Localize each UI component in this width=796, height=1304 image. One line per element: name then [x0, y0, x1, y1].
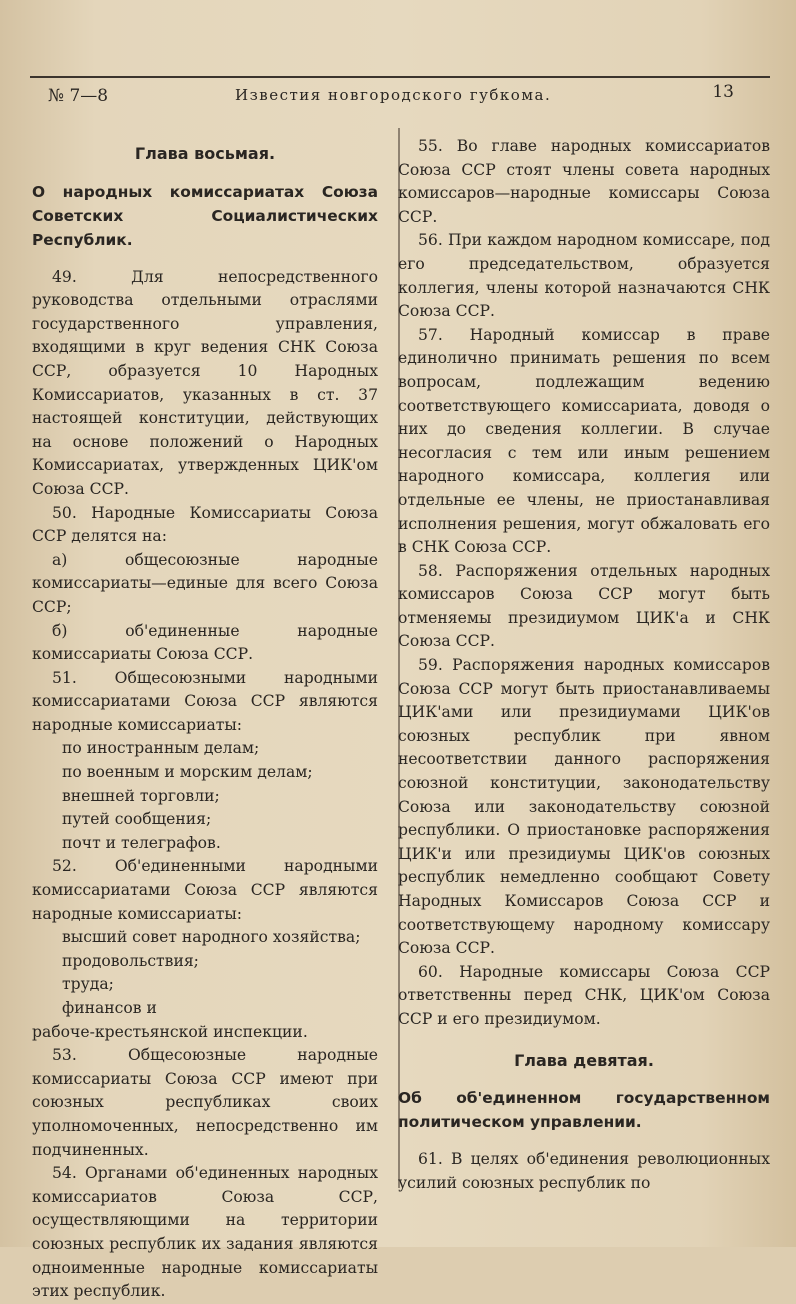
list-item: внешней торговли;: [62, 786, 220, 805]
article-50: 50. Народные Комиссариаты Союза ССР делятся на:: [32, 503, 378, 546]
issue-number: № 7—8: [48, 86, 109, 106]
article-50-b: б) об'единенные народные комиссариаты Союза ССР.: [32, 621, 378, 664]
article-51: 51. Общесоюзными народными комиссариатами Союза ССР являются народные комиссариаты:: [32, 668, 378, 734]
list-item: финансов и: [62, 999, 157, 1017]
chapter-nine-title: Глава девятая.: [514, 1050, 654, 1070]
chapter-eight-subtitle: О народных комиссариатах Союза Советских Социалистических Республик.: [32, 182, 378, 249]
list-item: по военным и морским делам;: [62, 763, 313, 782]
right-column: [398, 135, 770, 1195]
left-column: [32, 135, 378, 1304]
article-52: 52. Об'единенными народными комиссариатами Союза ССР являются народные комиссариаты:: [32, 857, 378, 923]
list-item: продовольствия;: [62, 951, 199, 970]
article-57: 57. Народный комиссар в праве единолично принимать решения по всем вопросам, подлежащим ведению соответствующего комиссариата, доводя о них до сведения коллегии. В случае несогласия с тем или иным решением народного комиссара, коллегия или отдельные ее члены, не приостанавливая исполнения решения, могут обжаловать его в СНК Союза ССР.: [398, 325, 770, 557]
article-53: 53. Общесоюзные народные комиссариаты Союза ССР имеют при союзных республиках своих уполномоченных, непосредственно им подчиненных.: [32, 1046, 378, 1159]
article-60: 60. Народные комиссары Союза ССР ответственны перед СНК, ЦИК'ом Союза ССР и его президиумом.: [398, 962, 770, 1028]
article-61: 61. В целях об'единения революционных усилий союзных республик по: [398, 1150, 770, 1192]
article-58: 58. Распоряжения отдельных народных комиссаров Союза ССР могут быть отменяемы президиумом ЦИК'а и СНК Союза ССР.: [398, 561, 770, 651]
chapter-eight-title: Глава восьмая.: [134, 144, 276, 163]
page-number: 13: [712, 82, 734, 102]
article-59: 59. Распоряжения народных комиссаров Союза ССР могут быть приостанавливаемы ЦИК'ами или президиумами ЦИК'ов союзных республик при явном несоответствии данного распоряжения союзной конституции, законодательству Союза или законодательству союзной республики. О приостановке распоряжения ЦИК'и или президиумы ЦИК'ов союзных республик немедленно сообщают Совету Народных Комиссаров Союза ССР и соответствующему народному комиссару Союза ССР.: [398, 656, 770, 958]
article-50-a: а) общесоюзные народные комиссариаты—единые для всего Союза ССР;: [32, 550, 378, 616]
header-rule: [30, 76, 770, 78]
list-item: рабоче-крестьянской инспекции.: [32, 1022, 308, 1041]
article-54: 54. Органами об'единенных народных комиссариатов Союза ССР, осуществляющими на территории союзных республик их задания являются одноименные народные комиссариаты этих республик.: [32, 1164, 378, 1301]
article-49: 49. Для непосредственного руководства отдельными отраслями государственного управления, входящими в круг ведения СНК Союза ССР, образуется 10 Народных Комиссариатов, указанных в ст. 37 настоящей конституции, действующих на основе положений о Народных Комиссариатах, утвержденных ЦИК'ом Союза ССР.: [32, 267, 378, 498]
list-item: путей сообщения;: [62, 810, 212, 829]
list-item: высший совет народного хозяйства;: [62, 928, 361, 947]
list-item: почт и телеграфов.: [62, 833, 221, 852]
publication-title: Известия новгородского губкома.: [235, 86, 552, 104]
spacer: [398, 1032, 770, 1042]
list-item: труда;: [62, 975, 114, 994]
list-item: по иностранным делам;: [62, 739, 260, 758]
article-56: 56. При каждом народном комиссаре, под его председательством, образуется коллегия, члены которой назначаются СНК Союза ССР.: [398, 231, 770, 321]
article-55: 55. Во главе народных комиссариатов Союза ССР стоят члены совета народных комиссаров—народные комиссары Союза ССР.: [398, 137, 770, 226]
page-header: [30, 80, 770, 110]
chapter-nine-subtitle: Об об'единенном государственном политическом управлении.: [398, 1089, 770, 1132]
